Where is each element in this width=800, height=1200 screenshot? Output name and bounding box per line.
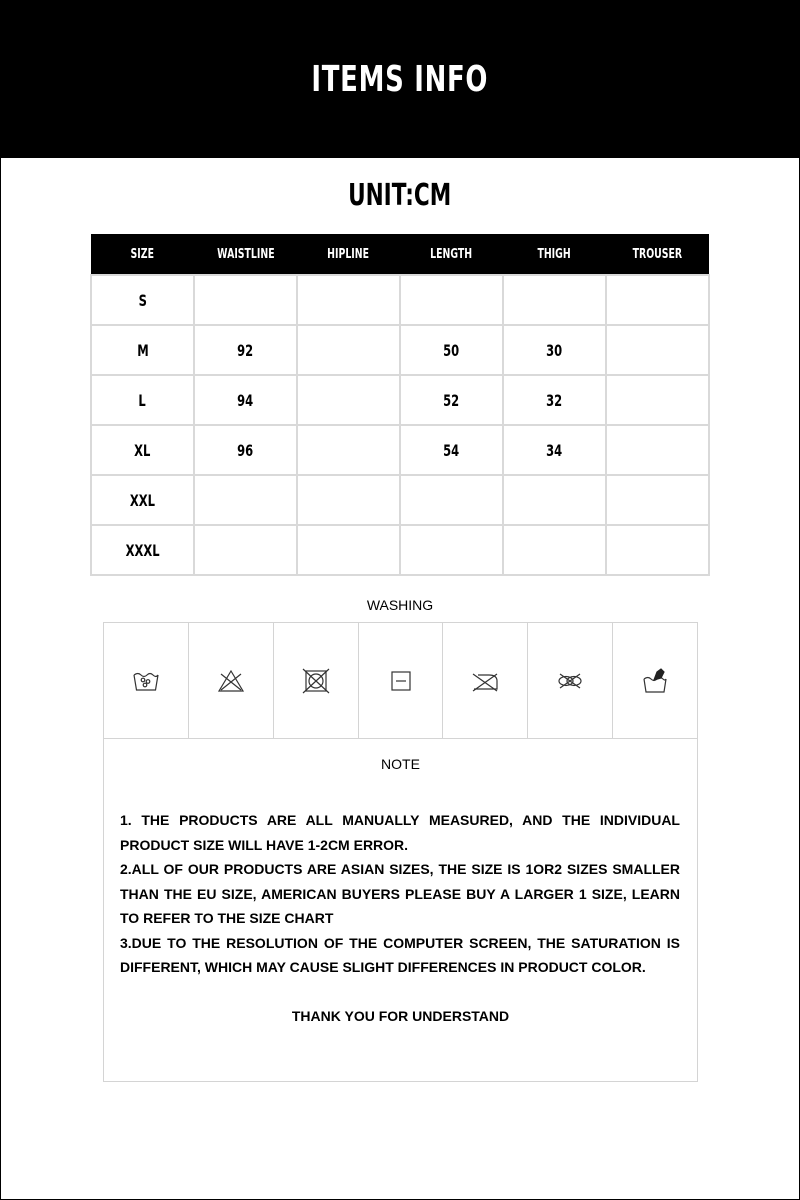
washing-label: WASHING — [366, 597, 434, 613]
table-cell — [606, 525, 709, 575]
table-cell — [503, 275, 606, 325]
no-tumble-dry-icon — [301, 666, 331, 696]
table-cell: 30 — [503, 325, 606, 375]
table-cell — [606, 475, 709, 525]
table-cell — [400, 525, 503, 575]
washing-icon-cell — [189, 623, 274, 738]
no-dry-clean-icon — [555, 666, 585, 696]
table-cell: 52 — [400, 375, 503, 425]
table-row — [91, 325, 709, 375]
column-header: HIPLINE — [297, 234, 400, 275]
table-cell — [297, 275, 400, 325]
page-title: ITEMS INFO — [311, 58, 489, 100]
table-cell: XXXL — [91, 525, 194, 575]
size-chart-header-row — [91, 234, 709, 275]
unit-title — [0, 178, 800, 213]
note-line: 1. THE PRODUCTS ARE ALL MANUALLY MEASURED, AND THE INDIVIDUAL PRODUCT SIZE WILL HAVE 1-2CM ERROR. — [120, 812, 680, 853]
table-cell — [606, 375, 709, 425]
table-cell: 32 — [503, 375, 606, 425]
washing-icon-cell — [443, 623, 528, 738]
column-header: WAISTLINE — [194, 234, 297, 275]
note-title: NOTE — [381, 756, 420, 772]
table-cell — [606, 275, 709, 325]
table-cell — [297, 425, 400, 475]
column-header: LENGTH — [400, 234, 503, 275]
table-cell: 54 — [400, 425, 503, 475]
table-cell: XXL — [91, 475, 194, 525]
wash-30-icon — [131, 666, 161, 696]
table-cell — [194, 275, 297, 325]
note-line: 3.DUE TO THE RESOLUTION OF THE COMPUTER SCREEN, THE SATURATION IS DIFFERENT, WHICH MAY CAUSE SLIGHT DIFFERENCES IN PRODUCT COLOR. — [120, 934, 680, 975]
washing-icon-cell — [359, 623, 444, 738]
table-cell: S — [91, 275, 194, 325]
table-cell — [297, 525, 400, 575]
column-header: THIGH — [503, 234, 606, 275]
table-cell — [400, 475, 503, 525]
washing-icon-cell — [274, 623, 359, 738]
table-cell — [194, 525, 297, 575]
table-cell — [503, 475, 606, 525]
no-bleach-icon — [216, 666, 246, 696]
table-cell — [400, 275, 503, 325]
table-cell — [606, 425, 709, 475]
table-cell: XL — [91, 425, 194, 475]
table-cell: 34 — [503, 425, 606, 475]
washing-icon-cell — [528, 623, 613, 738]
table-row — [91, 275, 709, 325]
iron-low-icon — [470, 666, 500, 696]
column-header: SIZE — [91, 234, 194, 275]
dry-flat-icon — [386, 666, 416, 696]
hand-wash-icon — [640, 666, 670, 696]
note-line: 2.ALL OF OUR PRODUCTS ARE ASIAN SIZES, THE SIZE IS 1OR2 SIZES SMALLER THAN THE EU SIZE, AMERICAN BUYERS PLEASE BUY A LARGER 1 SIZE, LEARN TO REFER TO THE SIZE CHART — [120, 861, 680, 926]
table-cell — [194, 475, 297, 525]
table-cell: 94 — [194, 375, 297, 425]
table-cell: 50 — [400, 325, 503, 375]
table-cell — [297, 375, 400, 425]
table-row — [91, 375, 709, 425]
washing-and-note-box — [103, 622, 698, 1082]
washing-icon-cell — [104, 623, 189, 738]
unit-title-text: UNIT:CM — [348, 178, 452, 213]
thanks-text: THANK YOU FOR UNDERSTAND — [291, 1008, 510, 1024]
header-banner — [0, 0, 800, 158]
table-cell — [297, 475, 400, 525]
table-cell: M — [91, 325, 194, 375]
table-cell — [297, 325, 400, 375]
washing-icons-row — [104, 623, 697, 739]
table-cell — [503, 525, 606, 575]
note-body — [120, 808, 680, 980]
table-row — [91, 425, 709, 475]
size-chart-table — [90, 234, 710, 576]
table-cell: 96 — [194, 425, 297, 475]
washing-icon-cell — [613, 623, 697, 738]
table-cell: L — [91, 375, 194, 425]
table-cell: 92 — [194, 325, 297, 375]
table-row — [91, 475, 709, 525]
table-cell — [606, 325, 709, 375]
table-row — [91, 525, 709, 575]
column-header: TROUSER — [606, 234, 709, 275]
